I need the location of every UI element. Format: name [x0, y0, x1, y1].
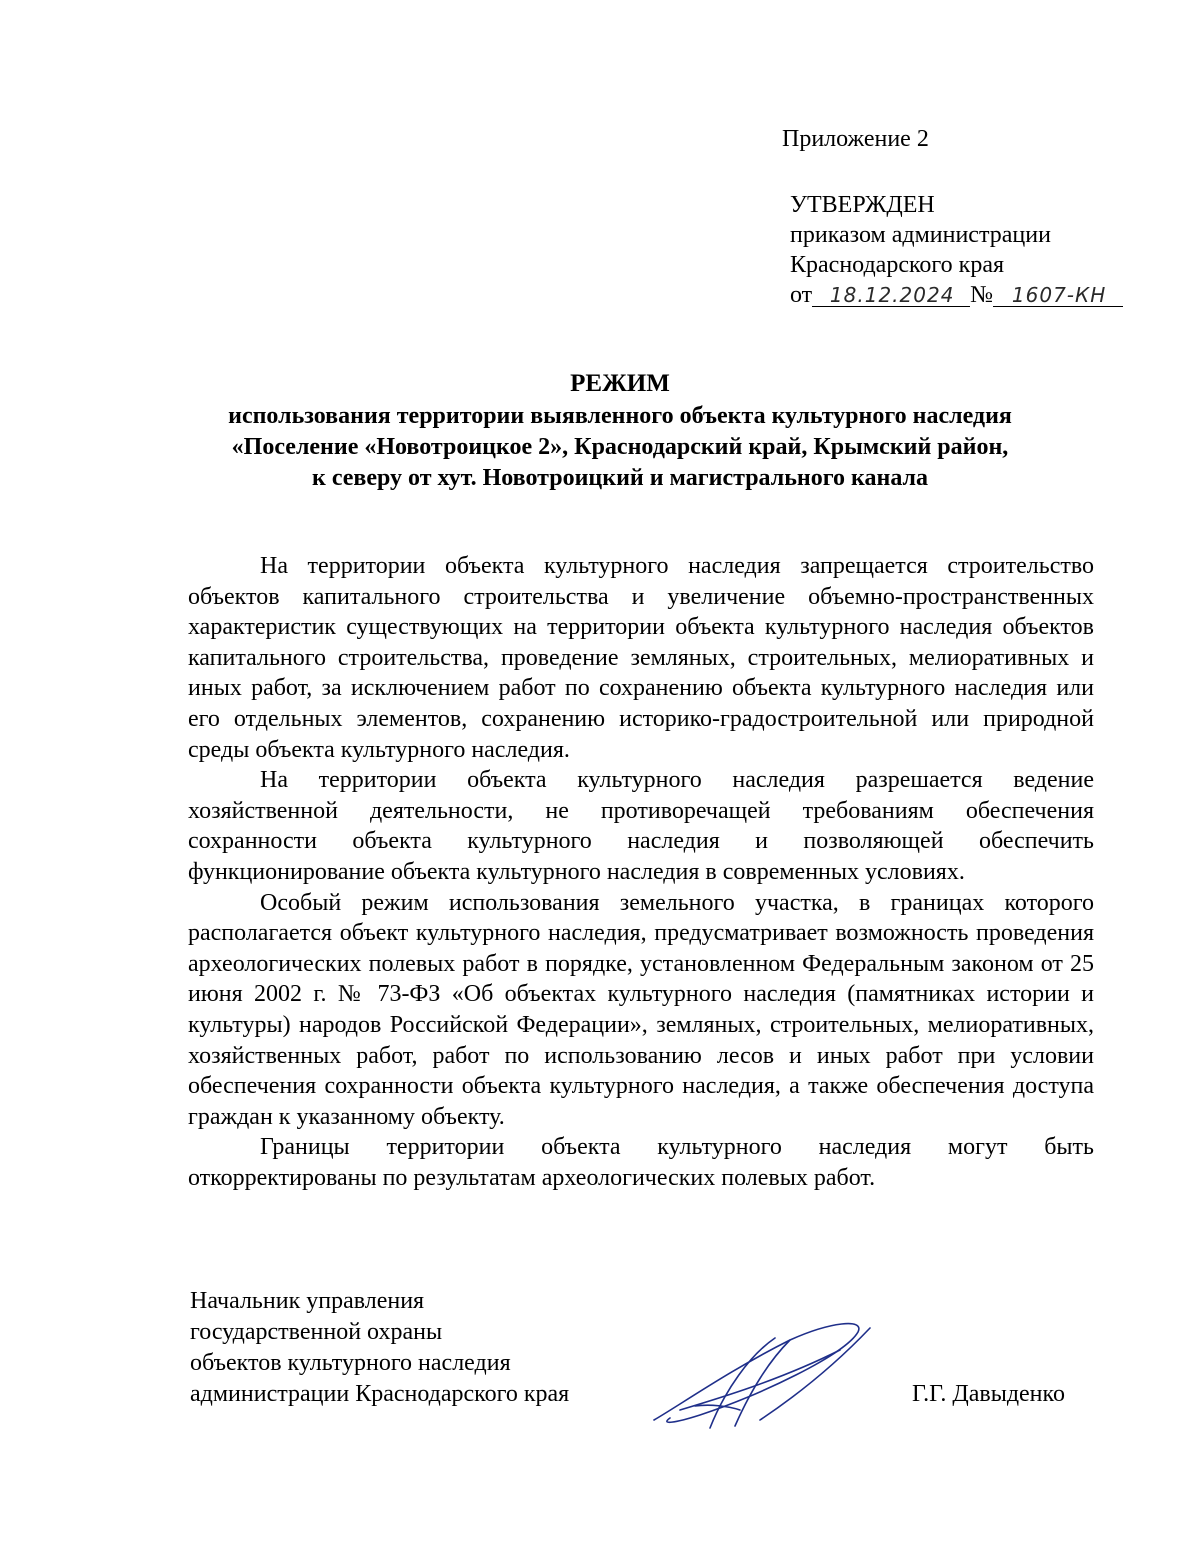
paragraph-boundaries: Границы территории объекта культурного наследия могут быть откорректированы по результатам археологических полевых работ.: [188, 1134, 1094, 1191]
title-line-2: «Поселение «Новотроицкое 2», Краснодарский край, Крымский район,: [231, 434, 1009, 460]
title-line-3: к северу от хут. Новотроицкий и магистрального канала: [311, 465, 929, 491]
position-line-4: администрации Краснодарского края: [190, 1381, 570, 1407]
handwritten-order-number: 1607-КН: [993, 284, 1123, 307]
title-line-1: использования территории выявленного объекта культурного наследия: [228, 403, 1012, 429]
position-line-2: государственной охраны: [190, 1319, 443, 1345]
signatory-position: [190, 1286, 569, 1410]
document-title: [150, 368, 1090, 494]
order-date-number-line: [790, 280, 1123, 310]
approved-by-line-2: Краснодарского края: [790, 252, 1005, 278]
title-heading: РЕЖИМ: [570, 370, 670, 397]
approval-stamp-block: [790, 190, 1123, 310]
appendix-label: Приложение 2: [782, 126, 929, 152]
signatory-name: Г.Г. Давыденко: [912, 1381, 1065, 1407]
approved-by-line-1: приказом администрации: [790, 222, 1051, 248]
position-line-3: объектов культурного наследия: [190, 1350, 511, 1376]
approved-label: УТВЕРЖДЕН: [790, 192, 935, 218]
document-body: [188, 551, 1094, 1193]
paragraph-prohibitions: На территории объекта культурного наследия запрещается строительство объектов капитального строительства и увеличение объемно-пространственных характеристик существующих на территории объекта культурного наследия объектов капитального строительства, проведение земляных, строительных, мелиоративных и иных работ, за исключением работ по сохранению объекта культурного наследия или его отдельных элементов, сохранению историко-градостроительной или природной среды объекта культурного наследия.: [188, 553, 1094, 763]
position-line-1: Начальник управления: [190, 1288, 425, 1314]
handwritten-date: 18.12.2024: [812, 284, 970, 307]
paragraph-special-regime: Особый режим использования земельного участка, в границах которого располагается объект культурного наследия, предусматривает возможность проведения археологических полевых работ в порядке, установленном Федеральным законом от 25 июня 2002 г. № 73-ФЗ «Об объектах культурного наследия (памятниках истории и культуры) народов Российской Федерации», земляных, строительных, мелиоративных, хозяйственных работ, работ по использованию лесов и иных работ при условии обеспечения сохранности объекта культурного наследия, а также обеспечения доступа граждан к указанному объекту.: [188, 889, 1094, 1130]
number-sign: №: [970, 282, 994, 308]
handwritten-signature: [640, 1310, 880, 1440]
date-prefix: от: [790, 282, 813, 308]
paragraph-permitted-activity: На территории объекта культурного наследия разрешается ведение хозяйственной деятельности, не противоречащей требованиям обеспечения сохранности объекта культурного наследия и позволяющей обеспечить функционирование объекта культурного наследия в современных условиях.: [188, 767, 1094, 885]
